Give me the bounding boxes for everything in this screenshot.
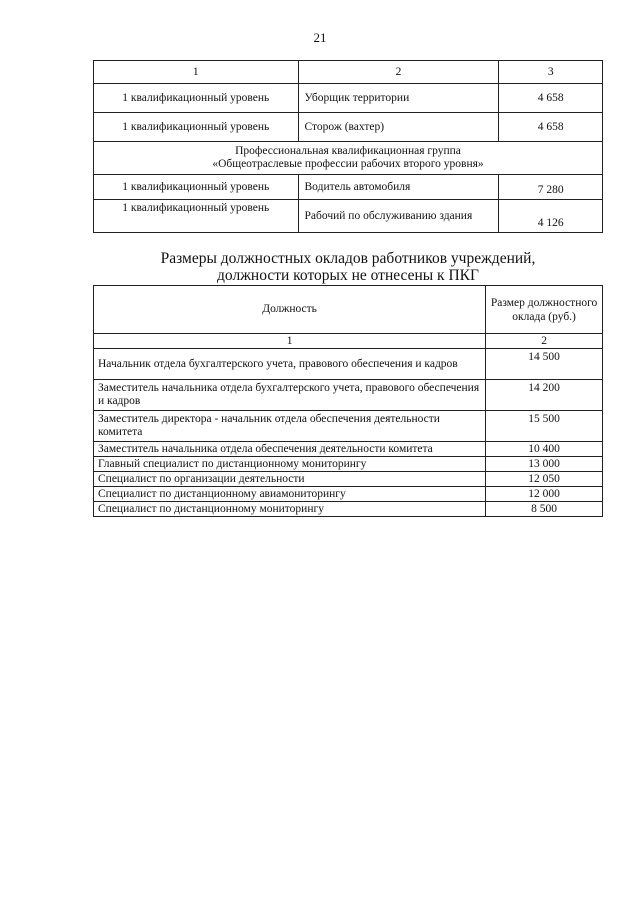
table-row: [94, 502, 603, 517]
qualification-level: 1 квалификационный уровень: [94, 84, 299, 113]
position-name: Уборщик территории: [298, 84, 499, 113]
salary-value: 14 200: [486, 380, 603, 411]
table-row: [94, 457, 603, 472]
qualification-salary-table: [93, 60, 603, 233]
position-name: Сторож (вахтер): [298, 113, 499, 142]
position-name: Рабочий по обслуживанию здания: [298, 200, 499, 233]
table-row: [94, 84, 603, 113]
group-heading-line-1: Профессиональная квалификационная группа: [235, 145, 461, 157]
table-row: [94, 349, 603, 380]
table-row: [94, 442, 603, 457]
position-name: Заместитель директора - начальник отдела обеспечения деятельности комитета: [94, 411, 486, 442]
section-title: [93, 250, 603, 284]
table-row: [94, 113, 603, 142]
column-number-1: 1: [94, 61, 299, 84]
group-heading: [94, 142, 603, 175]
table-row: [94, 380, 603, 411]
salary-value: 14 500: [486, 349, 603, 380]
salary-value: 4 658: [499, 84, 603, 113]
position-name: Специалист по дистанционному авиамониторингу: [94, 487, 486, 502]
qualification-level: 1 квалификационный уровень: [94, 200, 299, 233]
column-number-row: [94, 334, 603, 349]
position-name: Начальник отдела бухгалтерского учета, правового обеспечения и кадров: [94, 349, 486, 380]
salary-value: 12 000: [486, 487, 603, 502]
column-number-1: 1: [94, 334, 486, 349]
salary-value: 7 280: [499, 175, 603, 200]
position-name: Специалист по дистанционному мониторингу: [94, 502, 486, 517]
section-title-line-1: Размеры должностных окладов работников учреждений,: [160, 250, 536, 267]
column-number-2: 2: [298, 61, 499, 84]
table-row: [94, 411, 603, 442]
salary-value: 12 050: [486, 472, 603, 487]
table-row: [94, 487, 603, 502]
table-header-row: [94, 286, 603, 334]
salary-value: 13 000: [486, 457, 603, 472]
position-name: Заместитель начальника отдела бухгалтерского учета, правового обеспечения и кадров: [94, 380, 486, 411]
qualification-level: 1 квалификационный уровень: [94, 175, 299, 200]
section-title-line-2: должности которых не отнесены к ПКГ: [217, 267, 479, 284]
salary-value: 8 500: [486, 502, 603, 517]
column-number-2: 2: [486, 334, 603, 349]
page-number: 21: [313, 30, 327, 45]
qualification-level: 1 квалификационный уровень: [94, 113, 299, 142]
salary-column-header: Размер должностного оклада (руб.): [486, 286, 603, 334]
non-pkg-salary-table: [93, 285, 603, 517]
table-header-row: [94, 61, 603, 84]
column-number-3: 3: [499, 61, 603, 84]
table-row: [94, 200, 603, 233]
group-heading-row: [94, 142, 603, 175]
position-name: Главный специалист по дистанционному мониторингу: [94, 457, 486, 472]
salary-value: 15 500: [486, 411, 603, 442]
table-row: [94, 175, 603, 200]
salary-value: 10 400: [486, 442, 603, 457]
position-column-header: Должность: [94, 286, 486, 334]
position-name: Специалист по организации деятельности: [94, 472, 486, 487]
salary-value: 4 126: [499, 200, 603, 233]
group-heading-line-2: «Общеотраслевые профессии рабочих второго уровня»: [212, 158, 484, 170]
position-name: Водитель автомобиля: [298, 175, 499, 200]
position-name: Заместитель начальника отдела обеспечения деятельности комитета: [94, 442, 486, 457]
table-row: [94, 472, 603, 487]
salary-value: 4 658: [499, 113, 603, 142]
